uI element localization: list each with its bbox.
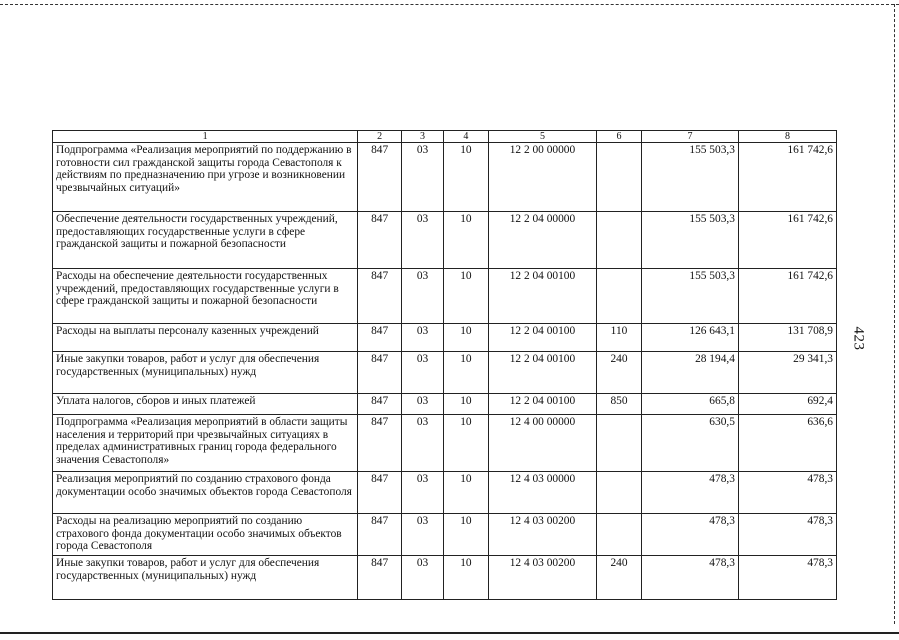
section-code-cell: 03 xyxy=(402,269,444,324)
table-row xyxy=(53,143,837,212)
table-row xyxy=(53,212,837,269)
subsection-code-cell: 10 xyxy=(443,556,488,600)
subsection-code-cell: 10 xyxy=(443,269,488,324)
scan-edge-bottom xyxy=(0,632,899,634)
section-code-cell: 03 xyxy=(402,212,444,269)
gr-code-cell: 847 xyxy=(358,212,402,269)
gr-code-cell: 847 xyxy=(358,472,402,514)
target-code-cell: 12 2 04 00100 xyxy=(488,352,596,394)
gr-code-cell: 847 xyxy=(358,514,402,556)
table-row xyxy=(53,556,837,600)
row-name-cell: Расходы на реализацию мероприятий по созданию страхового фонда документации особо значимых объектов города Севастополя xyxy=(53,514,358,556)
expense-type-cell xyxy=(597,514,642,556)
section-code-cell: 03 xyxy=(402,472,444,514)
amount-cell-year2: 478,3 xyxy=(738,514,836,556)
row-name-cell: Иные закупки товаров, работ и услуг для обеспечения государственных (муниципальных) нужд xyxy=(53,352,358,394)
subsection-code-cell: 10 xyxy=(443,514,488,556)
table-row xyxy=(53,472,837,514)
target-code-cell: 12 4 00 00000 xyxy=(488,415,596,472)
header-cell: 8 xyxy=(738,131,836,143)
row-name-cell: Уплата налогов, сборов и иных платежей xyxy=(53,394,358,415)
expense-type-cell xyxy=(597,415,642,472)
header-cell: 6 xyxy=(597,131,642,143)
header-cell: 5 xyxy=(488,131,596,143)
section-code-cell: 03 xyxy=(402,556,444,600)
table-row xyxy=(53,269,837,324)
header-cell: 3 xyxy=(402,131,444,143)
target-code-cell: 12 2 04 00100 xyxy=(488,269,596,324)
row-name-cell: Расходы на обеспечение деятельности государственных учреждений, предоставляющих государственные услуги в сфере гражданской защиты и пожарной безопасности xyxy=(53,269,358,324)
section-code-cell: 03 xyxy=(402,143,444,212)
amount-cell-year1: 28 194,4 xyxy=(641,352,738,394)
amount-cell-year1: 478,3 xyxy=(641,514,738,556)
section-code-cell: 03 xyxy=(402,415,444,472)
amount-cell-year1: 478,3 xyxy=(641,556,738,600)
row-name-cell: Реализация мероприятий по созданию страхового фонда документации особо значимых объектов города Севастополя xyxy=(53,472,358,514)
amount-cell-year2: 478,3 xyxy=(738,556,836,600)
amount-cell-year2: 478,3 xyxy=(738,472,836,514)
subsection-code-cell: 10 xyxy=(443,212,488,269)
expense-type-cell xyxy=(597,143,642,212)
subsection-code-cell: 10 xyxy=(443,324,488,352)
table-row xyxy=(53,394,837,415)
amount-cell-year2: 161 742,6 xyxy=(738,269,836,324)
gr-code-cell: 847 xyxy=(358,324,402,352)
gr-code-cell: 847 xyxy=(358,269,402,324)
expense-type-cell: 110 xyxy=(597,324,642,352)
subsection-code-cell: 10 xyxy=(443,415,488,472)
gr-code-cell: 847 xyxy=(358,415,402,472)
amount-cell-year1: 155 503,3 xyxy=(641,269,738,324)
row-name-cell: Расходы на выплаты персоналу казенных учреждений xyxy=(53,324,358,352)
subsection-code-cell: 10 xyxy=(443,472,488,514)
subsection-code-cell: 10 xyxy=(443,143,488,212)
amount-cell-year1: 665,8 xyxy=(641,394,738,415)
row-name-cell: Подпрограмма «Реализация мероприятий по поддержанию в готовности сил гражданской защиты города Севастополя к действиям по предназначению при угрозе и возникновении чрезвычайных ситуаций» xyxy=(53,143,358,212)
header-cell: 2 xyxy=(358,131,402,143)
row-name-cell: Иные закупки товаров, работ и услуг для обеспечения государственных (муниципальных) нужд xyxy=(53,556,358,600)
amount-cell-year2: 692,4 xyxy=(738,394,836,415)
row-name-cell: Подпрограмма «Реализация мероприятий в области защиты населения и территорий при чрезвычайных ситуациях в пределах административных границ города федерального значения Севастополя» xyxy=(53,415,358,472)
expense-type-cell xyxy=(597,269,642,324)
amount-cell-year1: 155 503,3 xyxy=(641,143,738,212)
target-code-cell: 12 4 03 00200 xyxy=(488,556,596,600)
section-code-cell: 03 xyxy=(402,352,444,394)
amount-cell-year2: 131 708,9 xyxy=(738,324,836,352)
amount-cell-year2: 29 341,3 xyxy=(738,352,836,394)
amount-cell-year1: 155 503,3 xyxy=(641,212,738,269)
gr-code-cell: 847 xyxy=(358,352,402,394)
table-row xyxy=(53,324,837,352)
amount-cell-year2: 161 742,6 xyxy=(738,143,836,212)
subsection-code-cell: 10 xyxy=(443,394,488,415)
header-row xyxy=(53,131,837,143)
target-code-cell: 12 2 04 00000 xyxy=(488,212,596,269)
expense-type-cell: 240 xyxy=(597,556,642,600)
amount-cell-year1: 126 643,1 xyxy=(641,324,738,352)
scan-edge-right xyxy=(894,4,895,624)
budget-table xyxy=(52,130,837,600)
expense-type-cell: 850 xyxy=(597,394,642,415)
header-cell: 4 xyxy=(443,131,488,143)
expense-type-cell xyxy=(597,212,642,269)
table-row xyxy=(53,415,837,472)
amount-cell-year2: 161 742,6 xyxy=(738,212,836,269)
page-number: 423 xyxy=(850,326,867,351)
scan-edge-top xyxy=(0,4,899,5)
section-code-cell: 03 xyxy=(402,324,444,352)
expense-type-cell xyxy=(597,472,642,514)
section-code-cell: 03 xyxy=(402,514,444,556)
target-code-cell: 12 2 04 00100 xyxy=(488,324,596,352)
gr-code-cell: 847 xyxy=(358,556,402,600)
target-code-cell: 12 4 03 00200 xyxy=(488,514,596,556)
table-row xyxy=(53,352,837,394)
row-name-cell: Обеспечение деятельности государственных учреждений, предоставляющих государственные услуги в сфере гражданской защиты и пожарной безопасности xyxy=(53,212,358,269)
gr-code-cell: 847 xyxy=(358,143,402,212)
target-code-cell: 12 4 03 00000 xyxy=(488,472,596,514)
header-cell: 1 xyxy=(53,131,358,143)
expense-type-cell: 240 xyxy=(597,352,642,394)
amount-cell-year1: 478,3 xyxy=(641,472,738,514)
amount-cell-year1: 630,5 xyxy=(641,415,738,472)
section-code-cell: 03 xyxy=(402,394,444,415)
table-row xyxy=(53,514,837,556)
header-cell: 7 xyxy=(641,131,738,143)
amount-cell-year2: 636,6 xyxy=(738,415,836,472)
target-code-cell: 12 2 00 00000 xyxy=(488,143,596,212)
gr-code-cell: 847 xyxy=(358,394,402,415)
target-code-cell: 12 2 04 00100 xyxy=(488,394,596,415)
subsection-code-cell: 10 xyxy=(443,352,488,394)
